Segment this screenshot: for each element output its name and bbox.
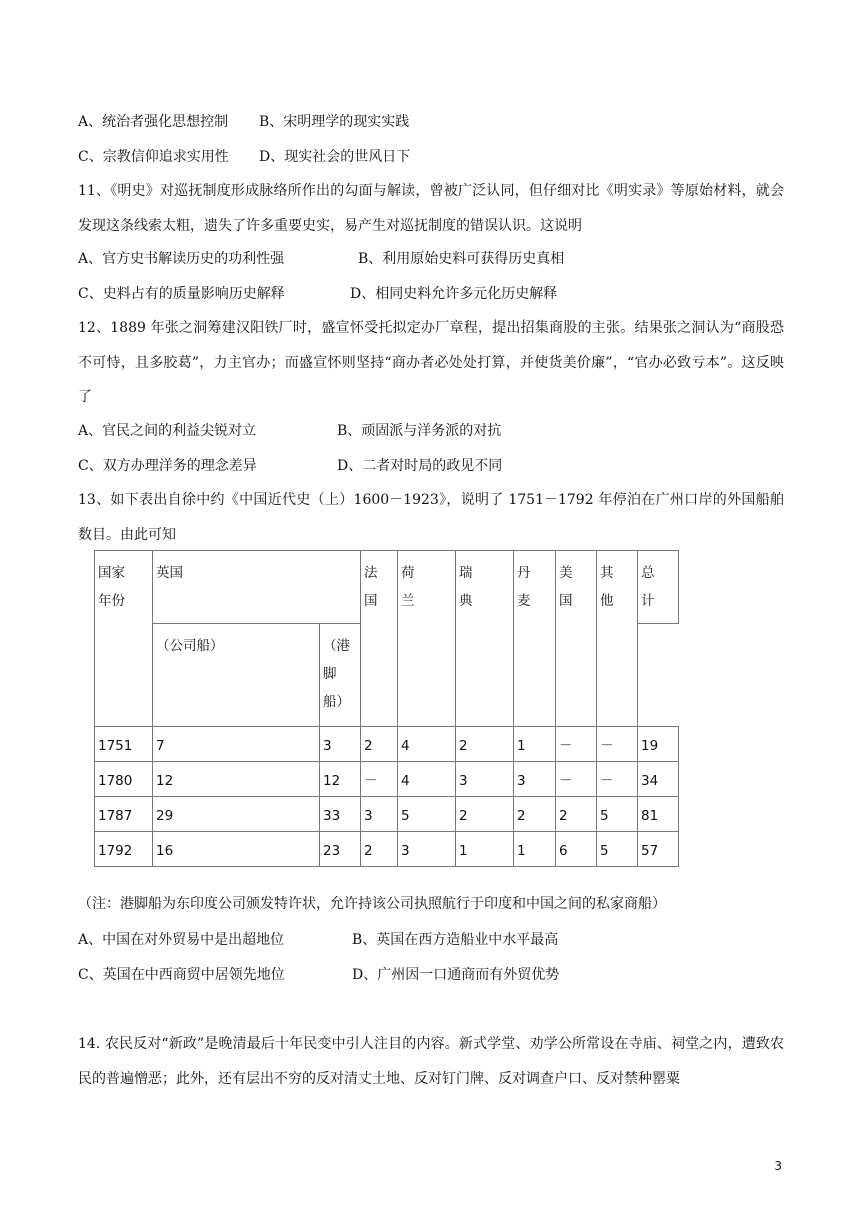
cell-other: － — [597, 727, 638, 762]
table-header-row — [95, 551, 679, 624]
q10-option-b: B、宋明理学的现实实践 — [259, 114, 410, 130]
cell-france: 2 — [361, 832, 398, 867]
q12-option-c: C、双方办理洋务的理念差异 — [78, 458, 257, 474]
header-netherlands-line: 兰 — [401, 593, 415, 609]
header-year-label: 年份 — [98, 593, 125, 609]
cell-year: 1792 — [95, 832, 153, 867]
q11-option-a: A、官方史书解读历史的功利性强 — [78, 251, 285, 267]
header-britain — [153, 551, 361, 624]
cell-total: 34 — [638, 762, 679, 797]
q12-stem: 12、1889 年张之洞筹建汉阳铁厂时，盛宣怀受托拟定办厂章程，提出招集商股的主张。结果张之洞认为“商股恐不可恃，且多胶葛”，力主官办；而盛宣怀则坚持“商办者必处处打算，并使货美价廉”，“官办必致亏本”。这反映了 — [78, 320, 784, 405]
q13-option-b: B、英国在西方造船业中水平最高 — [352, 932, 559, 948]
table-row — [95, 762, 679, 797]
q13-option-a: A、中国在对外贸易中是出超地位 — [78, 932, 285, 948]
cell-year: 1780 — [95, 762, 153, 797]
header-usa-line: 国 — [559, 593, 573, 609]
cell-denmark: 1 — [514, 727, 556, 762]
cell-denmark: 2 — [514, 797, 556, 832]
cell-company: 7 — [153, 727, 320, 762]
header-other-line: 其 — [600, 565, 614, 581]
cell-other: － — [597, 762, 638, 797]
header-britain-label: 英国 — [156, 565, 183, 581]
q12-option-a: A、官民之间的利益尖锐对立 — [78, 423, 257, 439]
cell-total: 81 — [638, 797, 679, 832]
q11-option-b: B、利用原始史料可获得历史真相 — [358, 251, 565, 267]
cell-country: 33 — [320, 797, 361, 832]
cell-france: － — [361, 762, 398, 797]
header-sweden-line: 瑞 — [459, 565, 473, 581]
cell-country: 23 — [320, 832, 361, 867]
cell-sweden: 2 — [456, 727, 514, 762]
header-country-ship-line: 船） — [323, 694, 350, 710]
q10-option-c: C、宗教信仰追求实用性 — [78, 149, 229, 165]
cell-year: 1787 — [95, 797, 153, 832]
cell-country: 3 — [320, 727, 361, 762]
q12-option-d: D、二者对时局的政见不同 — [337, 458, 503, 474]
cell-company: 29 — [153, 797, 320, 832]
header-usa-line: 美 — [559, 565, 573, 581]
cell-other: 5 — [597, 832, 638, 867]
header-country-ship-line: （港 — [323, 638, 350, 654]
header-other — [597, 551, 638, 727]
header-total-line: 计 — [641, 593, 655, 609]
cell-year: 1751 — [95, 727, 153, 762]
q10-option-d: D、现实社会的世风日下 — [259, 149, 411, 165]
table-row — [95, 797, 679, 832]
cell-netherlands: 3 — [398, 832, 456, 867]
cell-france: 2 — [361, 727, 398, 762]
cell-sweden: 1 — [456, 832, 514, 867]
cell-company: 12 — [153, 762, 320, 797]
cell-usa: 6 — [556, 832, 597, 867]
cell-usa: － — [556, 762, 597, 797]
header-netherlands-line: 荷 — [401, 565, 415, 581]
header-france-line: 国 — [364, 593, 378, 609]
header-other-line: 他 — [600, 593, 614, 609]
header-netherlands — [398, 551, 456, 727]
q13-option-c: C、英国在中西商贸中居领先地位 — [78, 967, 285, 983]
header-country-ship-line: 脚 — [323, 666, 337, 682]
header-france-line: 法 — [364, 565, 378, 581]
header-sweden — [456, 551, 514, 727]
header-total-line: 总 — [641, 565, 655, 581]
cell-usa: 2 — [556, 797, 597, 832]
q14-stem: 14. 农民反对“新政”是晚清最后十年民变中引人注目的内容。新式学堂、劝学公所常设在寺庙、祠堂之内，遭致农民的普遍憎恶；此外，还有层出不穷的反对清丈土地、反对钉门牌、反对调查户口、反对禁种罂粟 — [78, 1036, 784, 1087]
cell-france: 3 — [361, 797, 398, 832]
cell-company: 16 — [153, 832, 320, 867]
q11-option-d: D、相同史料允许多元化历史解释 — [350, 286, 558, 302]
cell-denmark: 3 — [514, 762, 556, 797]
header-france — [361, 551, 398, 727]
table-row — [95, 727, 679, 762]
q12-option-b: B、顽固派与洋务派的对抗 — [337, 423, 502, 439]
header-britain-country-ship — [320, 624, 361, 727]
cell-netherlands: 4 — [398, 727, 456, 762]
cell-sweden: 2 — [456, 797, 514, 832]
q11-option-c: C、史料占有的质量影响历史解释 — [78, 286, 285, 302]
cell-other: 5 — [597, 797, 638, 832]
header-britain-company — [153, 624, 320, 727]
cell-sweden: 3 — [456, 762, 514, 797]
q13-table-note: （注：港脚船为东印度公司颁发特许状，允许持该公司执照航行于印度和中国之间的私家商船） — [78, 896, 666, 912]
cell-total: 19 — [638, 727, 679, 762]
cell-total: 57 — [638, 832, 679, 867]
header-sweden-line: 典 — [459, 593, 473, 609]
q11-stem: 11、《明史》对巡抚制度形成脉络所作出的勾面与解读，曾被广泛认同，但仔细对比《明实录》等原始材料，就会发现这条线索太粗，遗失了许多重要史实，易产生对巡抚制度的错误认识。这说明 — [78, 183, 784, 234]
cell-usa: － — [556, 727, 597, 762]
table-corner-cell — [95, 551, 153, 727]
header-denmark-line: 麦 — [517, 593, 531, 609]
ships-table — [94, 550, 679, 867]
cell-netherlands: 4 — [398, 762, 456, 797]
header-empty-cell — [638, 624, 679, 727]
header-britain-company-label: （公司船） — [156, 638, 224, 654]
page-number: 3 — [774, 1159, 782, 1173]
q13-option-d: D、广州因一口通商而有外贸优势 — [352, 967, 560, 983]
cell-denmark: 1 — [514, 832, 556, 867]
cell-country: 12 — [320, 762, 361, 797]
q10-option-a: A、统治者强化思想控制 — [78, 114, 229, 130]
header-total — [638, 551, 679, 624]
header-country-label: 国家 — [98, 565, 125, 581]
header-denmark-line: 丹 — [517, 565, 531, 581]
q13-stem: 13、如下表出自徐中约《中国近代史（上）1600－1923》，说明了 1751－1792 年停泊在广州口岸的外国船舶数目。由此可知 — [78, 492, 784, 543]
table-row — [95, 832, 679, 867]
header-denmark — [514, 551, 556, 727]
header-usa — [556, 551, 597, 727]
cell-netherlands: 5 — [398, 797, 456, 832]
